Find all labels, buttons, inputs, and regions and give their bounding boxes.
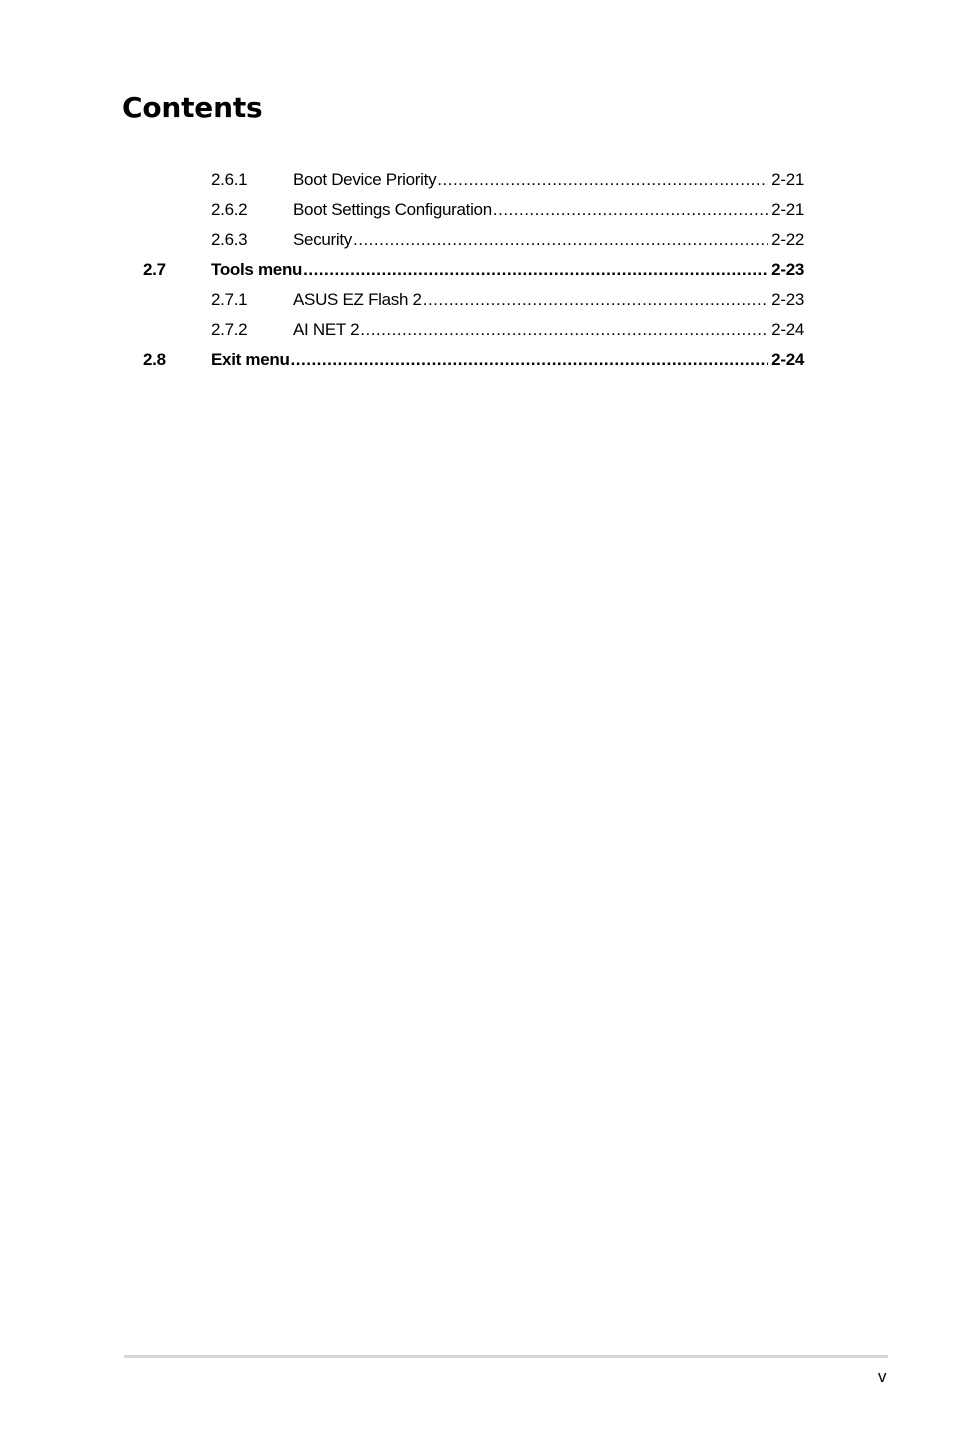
toc-entry-page: 2-22 bbox=[771, 230, 804, 249]
toc-entry-page: 2-21 bbox=[771, 200, 804, 219]
toc-entry-page: 2-24 bbox=[771, 350, 804, 369]
toc-entry-2-7-1[interactable] bbox=[143, 285, 804, 315]
toc-entry-number: 2.7.2 bbox=[211, 320, 248, 339]
dot-leader bbox=[353, 230, 768, 250]
toc-entry-title: ASUS EZ Flash 2 bbox=[293, 290, 422, 309]
dot-leader bbox=[303, 260, 768, 280]
toc-entry-page: 2-23 bbox=[771, 260, 804, 279]
dot-leader bbox=[360, 320, 768, 340]
toc-entry-number: 2.6.2 bbox=[211, 200, 248, 219]
toc-entry-page: 2-21 bbox=[771, 170, 804, 189]
toc-entry-number: 2.6.1 bbox=[211, 170, 248, 189]
toc-entry-number: 2.7.1 bbox=[211, 290, 248, 309]
table-of-contents bbox=[143, 165, 804, 375]
toc-entry-title: AI NET 2 bbox=[293, 320, 360, 339]
page-title: Contents bbox=[122, 91, 263, 124]
toc-entry-2-7[interactable] bbox=[143, 255, 804, 285]
dot-leader bbox=[423, 290, 768, 310]
toc-entry-page: 2-24 bbox=[771, 320, 804, 339]
toc-entry-title: Boot Device Priority bbox=[293, 170, 437, 189]
footer-divider bbox=[124, 1355, 888, 1358]
toc-entry-title: Boot Settings Configuration bbox=[293, 200, 492, 219]
toc-entry-2-8[interactable] bbox=[143, 345, 804, 375]
toc-entry-page: 2-23 bbox=[771, 290, 804, 309]
toc-entry-2-6-1[interactable] bbox=[143, 165, 804, 195]
page-number: v bbox=[878, 1367, 887, 1386]
toc-entry-title: Exit menu bbox=[211, 350, 290, 369]
toc-entry-number: 2.6.3 bbox=[211, 230, 248, 249]
toc-entry-2-6-3[interactable] bbox=[143, 225, 804, 255]
toc-entry-2-6-2[interactable] bbox=[143, 195, 804, 225]
toc-entry-number: 2.8 bbox=[143, 350, 166, 369]
dot-leader bbox=[493, 200, 768, 220]
toc-entry-title: Security bbox=[293, 230, 353, 249]
toc-entry-title: Tools menu bbox=[211, 260, 303, 279]
dot-leader bbox=[291, 350, 769, 370]
toc-entry-number: 2.7 bbox=[143, 260, 166, 279]
dot-leader bbox=[437, 170, 768, 190]
toc-entry-2-7-2[interactable] bbox=[143, 315, 804, 345]
